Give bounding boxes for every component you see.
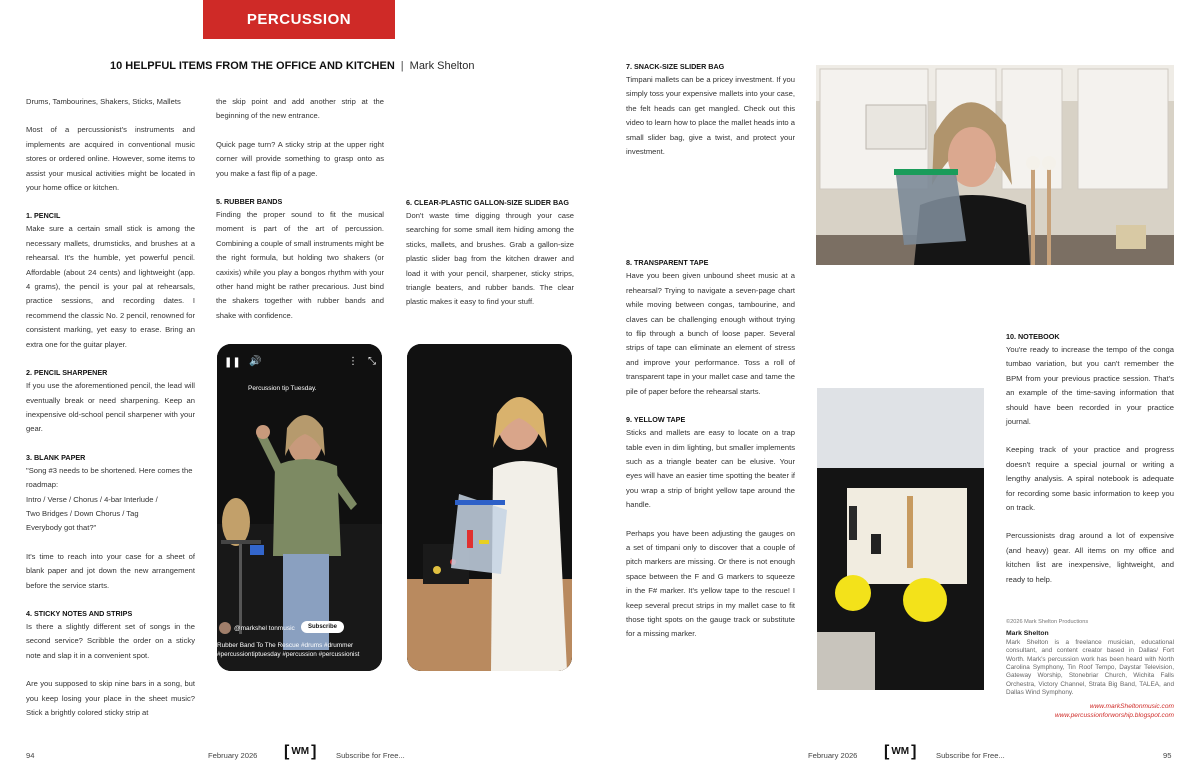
more-options-icon[interactable]: ⋮ <box>348 356 358 367</box>
subscribe-button[interactable]: Subscribe <box>301 621 344 633</box>
item-6-title: 6. CLEAR-PLASTIC GALLON-SIZE SLIDER BAG <box>406 198 569 207</box>
page-number-right: 95 <box>1163 751 1172 760</box>
quote-line: Intro / Verse / Chorus / 4-bar Interlude / <box>26 494 158 504</box>
intro-body: Most of a percussionist's instruments and implements are acquired in conventional music stores or ordered online. However, some items to assist your musical activities might be located in your home office or kitchen. <box>26 125 195 193</box>
item-10-body-2: Keeping track of your practice and progress doesn't require a special journal or writing a lengthy analysis. A spiral notebook is adequate for recording some basic information to keep you on track. <box>1006 445 1174 513</box>
intro-tagline: Drums, Tambourines, Shakers, Sticks, Mallets <box>26 97 181 106</box>
item-2-title: 2. PENCIL SHARPENER <box>26 368 108 378</box>
item-10-title: 10. NOTEBOOK <box>1006 332 1060 341</box>
item-10-body: You're ready to increase the tempo of the conga tumbao variation, but you can't remember the BPM from your previous practice session. That's an example of the time-saving information that should have been recorded in your practice journal. <box>1006 345 1174 427</box>
photo-figure <box>816 65 1174 265</box>
item-5-title: 5. RUBBER BANDS <box>216 197 283 207</box>
item-4-title: 4. STICKY NOTES AND STRIPS <box>26 608 133 618</box>
column-3 <box>406 196 574 324</box>
author-bio <box>1006 618 1174 720</box>
volume-icon[interactable]: 🔊 <box>249 356 262 367</box>
footer-subscribe-right[interactable]: Subscribe for Free... <box>936 751 1005 760</box>
item-4-body-2: Are you supposed to skip nine bars in a song, but you keep losing your place in the sheet music? Stick a brightly colored sticky strip at <box>26 679 195 717</box>
video-frame-figure <box>407 344 572 671</box>
item-5-body: Finding the proper sound to fit the musical moment is part of the art of percussion. Combining a couple of small instruments might be the right formula, but holding two shakers (or caxixis) while you play a bongos rhythm with your other hand might be rather precarious. Just bind the shakers together with rubber bands and shake with confidence. <box>216 210 384 320</box>
item-4-body: Is there a slightly different set of songs in the second service? Scribble the order on a sticky note and slap it in a convenient spot. <box>26 621 195 660</box>
logo-text: WM <box>291 746 310 757</box>
bio-text: Mark Shelton is a freelance musician, educational consultant, and content creator based in Dallas/ Fort Worth. Mark's percussion work has been heard with North Carolina Symphony, Tin Roof Tempo, Daystar Television, Gateway Worship, Stonebriar Church, Wichita Falls Orchestra, Victory Channel, Strata Big Band, TALEA, and Dallas Wind Symphony. <box>1006 638 1174 697</box>
footer-logo-left[interactable]: [ WM ] <box>284 742 317 760</box>
item-9-title: 9. YELLOW TAPE <box>626 415 686 425</box>
item-3-title: 3. BLANK PAPER <box>26 452 86 462</box>
item-4-body-3: Quick page turn? A sticky strip at the upper right corner will provide something to grasp onto as you make a fast flip of a page. <box>216 139 384 178</box>
item-2-body: If you use the aforementioned pencil, the lead will eventually break or need sharpening. Keep an inexpensive old-school pencil sharpener with your gear. <box>26 381 195 434</box>
quote-line: "Song #3 needs to be shortened. Here comes the roadmap: <box>26 465 193 490</box>
column-1 <box>26 95 195 720</box>
article-headline <box>110 60 474 72</box>
photo-mallet-case <box>817 388 984 690</box>
video-slider-bag[interactable] <box>407 344 572 671</box>
photo-figure <box>817 388 984 690</box>
video-frame-figure <box>217 344 382 671</box>
article-author: Mark Shelton <box>409 60 475 72</box>
item-1-title: 1. PENCIL <box>26 211 61 221</box>
title-separator: | <box>400 60 404 72</box>
item-3-quote <box>26 464 195 536</box>
item-9-body: Sticks and mallets are easy to locate on a trap table even in dim lighting, but smaller implements such as a triangle beater can be elusive. Your eyes will have an easier time spotting the beater if you wrap a strip of bright yellow tape around the handle. <box>626 428 795 510</box>
item-9-body-2: Perhaps you have been adjusting the gauges on a set of timpani only to discover that a couple of pitch markers are missing. Or there is not enough space between the F and G markers to squeeze in the F# marker. It's yellow tape to the rescue! I keep several precut strips in my mallet case to fit those tight spots on the gauge track or substitute for a missing marker. <box>626 528 795 639</box>
item-8-body: Have you been given unbound sheet music at a rehearsal? Trying to navigate a seven-page chart while moving between congas, tambourine, and claves can be challenging enough without trying to flip through a bunch of loose paper. Several strips of tape can eliminate an element of stress and improve your performance. Toss a roll of transparent tape in your mallet case and tame the pile of paper before the rehearsal starts. <box>626 271 795 396</box>
video-caption: Rubber Band To The Rescue #drums #drummer #percussiontiptuesday #percussion #percussionist <box>217 642 360 658</box>
quote-line: Everybody got that?" <box>26 523 97 533</box>
bio-name: Mark Shelton <box>1006 630 1049 638</box>
fullscreen-icon[interactable]: ⤡ <box>368 356 376 367</box>
channel-avatar[interactable] <box>219 622 231 634</box>
footer-subscribe-left[interactable]: Subscribe for Free... <box>336 751 405 760</box>
page-number-left: 94 <box>26 751 35 760</box>
photo-mallet-bag <box>816 65 1174 265</box>
item-7-title: 7. SNACK-SIZE SLIDER BAG <box>626 62 725 71</box>
channel-name[interactable]: @markshel tonmusic <box>234 625 295 632</box>
item-1-body: Make sure a certain small stick is among the necessary mallets, drumsticks, and brushes at a rehearsal. It's the humble, yet powerful pencil. Affordable (about 24 cents) and lightweight (app. 4 grams), the pencil is your pal at rehearsals, practice sessions, and recording dates. I recommend the classic No. 2 pencil, renowned for consistent marking, yet easy to erase. Bring an extra one for the guitar player. <box>26 224 195 349</box>
section-tab: PERCUSSION <box>203 0 395 39</box>
footer-date-left: February 2026 <box>208 751 258 760</box>
logo-text: WM <box>891 746 910 757</box>
item-4-continued: the skip point and add another strip at the beginning of the new entrance. <box>216 97 384 121</box>
website-link-2[interactable]: www.percussionforworship.blogspot.com <box>1054 711 1174 719</box>
footer-logo-right[interactable]: [ WM ] <box>884 742 917 760</box>
footer-date-right: February 2026 <box>808 751 858 760</box>
copyright: ©2026 Mark Shelton Productions <box>1006 619 1089 625</box>
item-10-body-3: Percussionists drag around a lot of expensive (and heavy) gear. All items on my office and kitchen list are inexpensive, lightweight, and ready to help. <box>1006 531 1174 584</box>
item-7-body: Timpani mallets can be a pricey investment. If you simply toss your expensive mallets into your case, the felt heads can get mangled. Check out this video to learn how to place the mallet heads into a small slider bag, give a twist, and protect your investment. <box>626 75 795 157</box>
video-overlay-text: Percussion tip Tuesday. <box>248 385 317 392</box>
column-4 <box>626 60 795 642</box>
column-5 <box>1006 330 1174 601</box>
item-3-body: It's time to reach into your case for a sheet of blank paper and jot down the new arrangement before the service starts. <box>26 551 195 590</box>
video-rubber-bands[interactable] <box>217 344 382 671</box>
website-link-1[interactable]: www.markSheltonmusic.com <box>1089 702 1174 710</box>
item-8-title: 8. TRANSPARENT TAPE <box>626 258 709 268</box>
pause-icon[interactable]: ❚❚ <box>224 357 241 368</box>
item-6-body: Don't waste time digging through your case searching for some small item hiding among the sticks, mallets, and brushes. Grab a gallon-size plastic slider bag from the kitchen drawer and load it with your pencil, sharpener, sticky strips, triangle beaters, and rubber bands. The clear plastic makes it easy to find your stuff. <box>406 211 574 307</box>
quote-line: Two Bridges / Down Chorus / Tag <box>26 508 139 518</box>
article-title: 10 HELPFUL ITEMS FROM THE OFFICE AND KITCHEN <box>110 60 395 72</box>
column-2 <box>216 95 384 337</box>
